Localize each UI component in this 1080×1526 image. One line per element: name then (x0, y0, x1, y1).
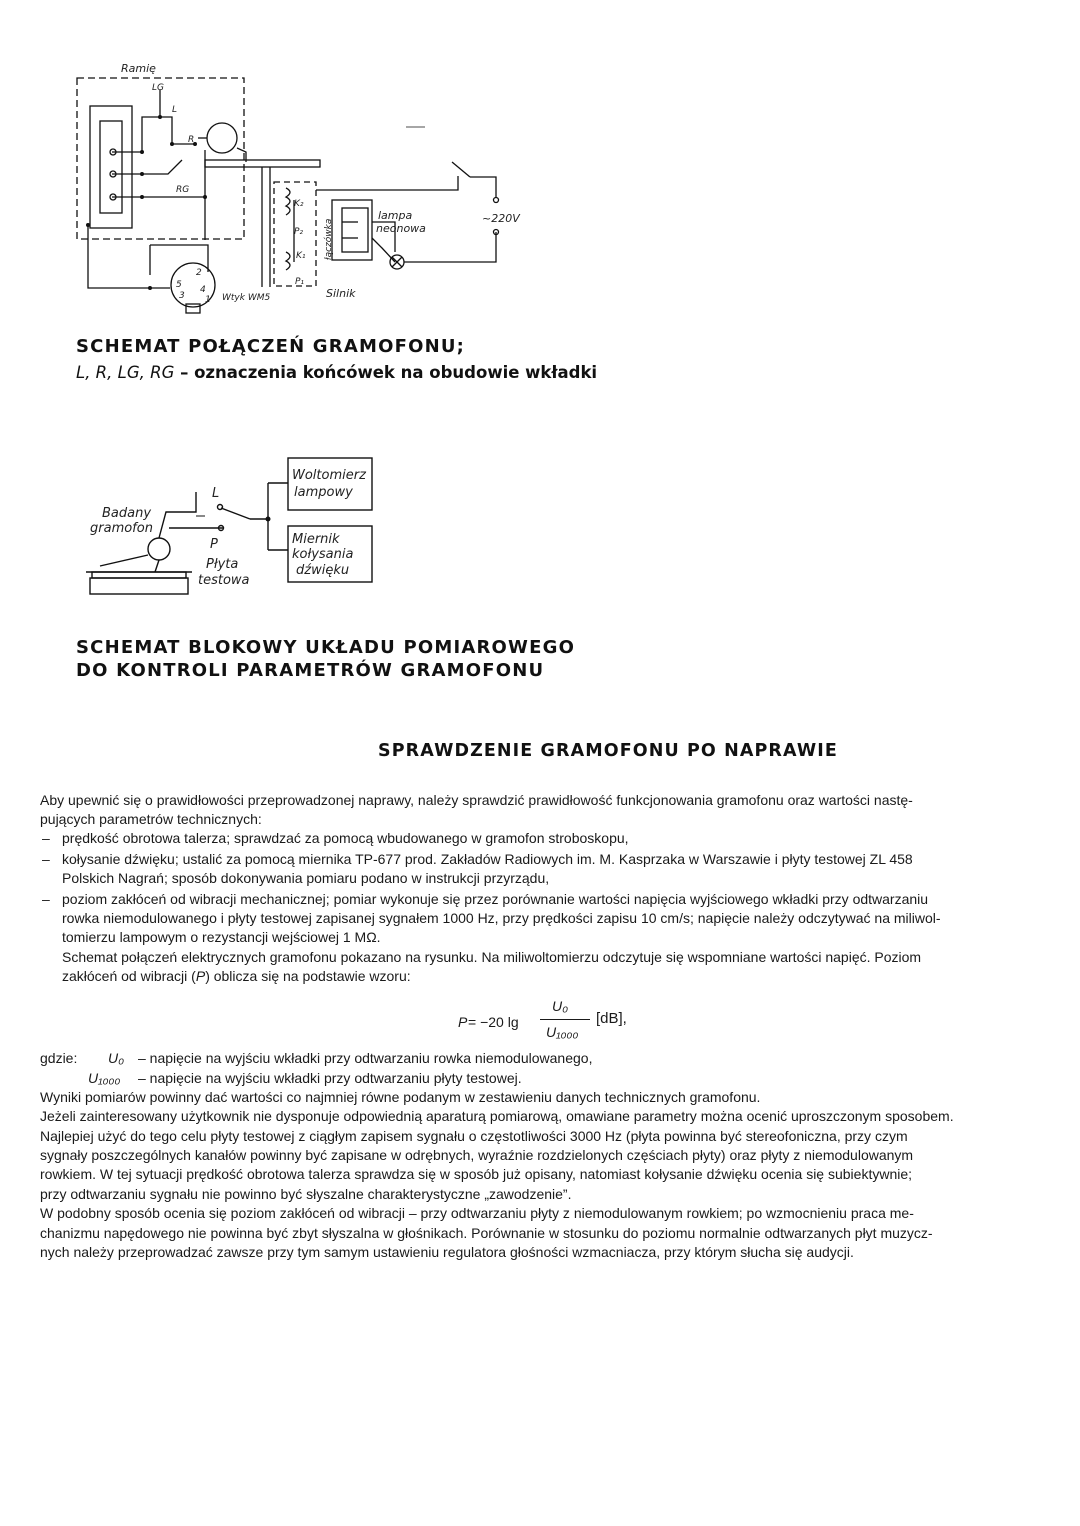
label-badany-2: gramofon (90, 521, 153, 536)
desc-u0: – napięcie na wyjściu wkładki przy odtwarzaniu rowka niemodulowanego, (138, 1050, 593, 1066)
label-miernik-3: dźwięku (296, 563, 350, 578)
tail-line-4: sygnały poszczególnych kanałów powinny być zapisane w odrębnych, wyraźnie rozdzielonych częściach płyty) oraz płyty z niemodulowanym (40, 1147, 914, 1163)
caption-wiring-subtitle (76, 363, 597, 382)
pin-label: 1 (205, 295, 211, 305)
bullet-dash: – (42, 830, 50, 846)
para2-text-a: zakłóceń od wibracji ( (62, 968, 196, 984)
tail-line-2: Jeżeli zainteresowany użytkownik nie dysponuje odpowiednią aparaturą pomiarową, omawiane parametry można ocenić uproszczonym sposobem. (40, 1108, 954, 1124)
label-laczowka: łączówka (324, 218, 334, 260)
section-heading: SPRAWDZENIE GRAMOFONU PO NAPRAWIE (378, 741, 838, 761)
list-item-wow-2: Polskich Nagrań; sposób dokonywania pomiaru podano w instrukcji przyrządu, (62, 870, 550, 886)
label-l: L (172, 105, 178, 115)
desc-u1000: – napięcie na wyjściu wkładki przy odtwarzaniu płyty testowej. (138, 1070, 522, 1086)
intro-line-1: Aby upewnić się o prawidłowości przeprowadzonej naprawy, należy sprawdzić prawidłowość funkcjonowania gramofonu oraz wartości nastę- (40, 792, 913, 808)
label-voltage: ~220V (482, 212, 520, 225)
block-diagram (0, 440, 1080, 610)
label-silnik: Silnik (326, 287, 356, 300)
formula-numerator: U₀ (552, 998, 569, 1014)
bullet-dash: – (42, 891, 50, 907)
symbol-u0: U₀ (108, 1050, 125, 1066)
symbol-u1000: U₁₀₀₀ (88, 1070, 121, 1086)
label-k1: K₁ (296, 251, 306, 261)
tail-line-7: W podobny sposób ocenia się poziom zakłóceń od wibracji – przy odtwarzaniu płyty z niemodulowanym rowkiem; po wzmocnieniu praca me- (40, 1205, 914, 1221)
label-wtyk: Wtyk WM5 (222, 293, 271, 303)
tail-line-1: Wyniki pomiarów powinny dać wartości co najmniej równe podanym w zestawieniu danych technicznych gramofonu. (40, 1089, 761, 1105)
caption-block-title-2: DO KONTROLI PARAMETRÓW GRAMOFONU (76, 660, 545, 681)
caption-block-title-1: SCHEMAT BLOKOWY UKŁADU POMIAROWEGO (76, 637, 576, 658)
label-k2: K₂ (294, 199, 304, 209)
formula-unit: [dB], (596, 1010, 627, 1027)
list-item-noise-2: rowka niemodulowanego i płyty testowej zapisanej sygnałem 1000 Hz, przy prędkości zapisu 10 cm/s; napięcie należy odczytywać na miliwol- (62, 910, 941, 926)
tail-line-6: przy odtwarzaniu sygnału nie powinno być słyszalne charakterystyczne „zawodzenie”. (40, 1186, 572, 1202)
tail-line-8: chanizmu napędowego nie powinna być zbyt słyszalna w głośnikach. Porównanie w stosunku do poziomu normalnie odtwarzanych płyt muzycz- (40, 1225, 933, 1241)
fraction-bar (540, 1019, 590, 1020)
tail-line-5: rowkiem. W tej sytuacji prędkość obrotowa talerza sprawdza się w sposób już opisany, natomiast kołysanie dźwięku ocenia się subiektywnie; (40, 1166, 913, 1182)
list-item-noise-1: poziom zakłóceń od wibracji mechanicznej; pomiar wykonuje się przez porównanie wartości napięcia wyjściowego wkładki przy odtwarzaniu (62, 891, 929, 907)
label-miernik-1: Miernik (292, 532, 340, 547)
list-item-noise-3: tomierzu lampowym o rezystancji wejściowej 1 MΩ. (62, 929, 381, 945)
wiring-diagram (0, 0, 1080, 320)
label-woltomierz-2: lampowy (294, 485, 353, 500)
caption-wiring-title: SCHEMAT POŁĄCZEŃ GRAMOFONU; (76, 336, 466, 357)
pin-label: 5 (176, 280, 182, 290)
list-item-speed: prędkość obrotowa talerza; sprawdzać za pomocą wbudowanego w gramofon stroboskopu, (62, 830, 629, 846)
label-p2: P₂ (294, 227, 304, 237)
para2-text-b: ) oblicza się na podstawie wzoru: (205, 968, 411, 984)
pin-label: 4 (200, 285, 206, 295)
bullet-dash: – (42, 851, 50, 867)
para2-symbol-p: P (195, 968, 206, 984)
label-lg: LG (152, 83, 164, 93)
label-badany-1: Badany (102, 506, 152, 521)
gdzie-label: gdzie: (40, 1050, 78, 1066)
label-miernik-2: kołysania (292, 547, 354, 562)
para2-line-1: Schemat połączeń elektrycznych gramofonu pokazano na rysunku. Na miliwoltomierzu odczytuje się wspomniane wartości napięć. Poziom (62, 949, 922, 965)
formula (458, 998, 658, 1046)
caption-terminals: L, R, LG, RG (76, 363, 175, 382)
label-woltomierz-1: Woltomierz (292, 468, 366, 483)
formula-lhs: P (458, 1014, 468, 1030)
formula-denominator: U₁₀₀₀ (546, 1024, 579, 1040)
label-p1: P₁ (295, 277, 305, 287)
pin-label: 2 (196, 268, 202, 278)
label-lampa-2: neonowa (376, 222, 426, 235)
label-ramie: Ramię (121, 62, 156, 75)
label-plyta-2: testowa (198, 573, 250, 588)
para2-line-2 (62, 968, 411, 984)
tail-line-9: nych należy przeprowadzać zawsze przy tym samym ustawieniu regulatora głośności wzmacniacza, przy którym słucha się audycji. (40, 1244, 854, 1260)
pin-label: 3 (179, 291, 185, 301)
label-lampa-1: lampa (378, 209, 413, 222)
label-plyta-1: Płyta (206, 557, 239, 572)
formula-eq: = −20 lg (468, 1014, 519, 1030)
label-block-l: L (212, 486, 220, 501)
label-r: R (188, 135, 195, 145)
tail-line-3: Najlepiej użyć do tego celu płyty testowej z ciągłym zapisem sygnału o częstotliwości 3000 Hz (płyta powinna być stereofoniczna, przy czym (40, 1128, 908, 1144)
label-block-p: P (210, 537, 218, 552)
caption-terminals-desc: – oznaczenia końcówek na obudowie wkładki (174, 363, 598, 382)
label-rg: RG (176, 185, 190, 195)
intro-line-2: pujących parametrów technicznych: (40, 811, 262, 827)
list-item-wow-1: kołysanie dźwięku; ustalić za pomocą miernika TP-677 prod. Zakładów Radiowych im. M. Kasprzaka w Warszawie i płyty testowej ZL 458 (62, 851, 913, 867)
